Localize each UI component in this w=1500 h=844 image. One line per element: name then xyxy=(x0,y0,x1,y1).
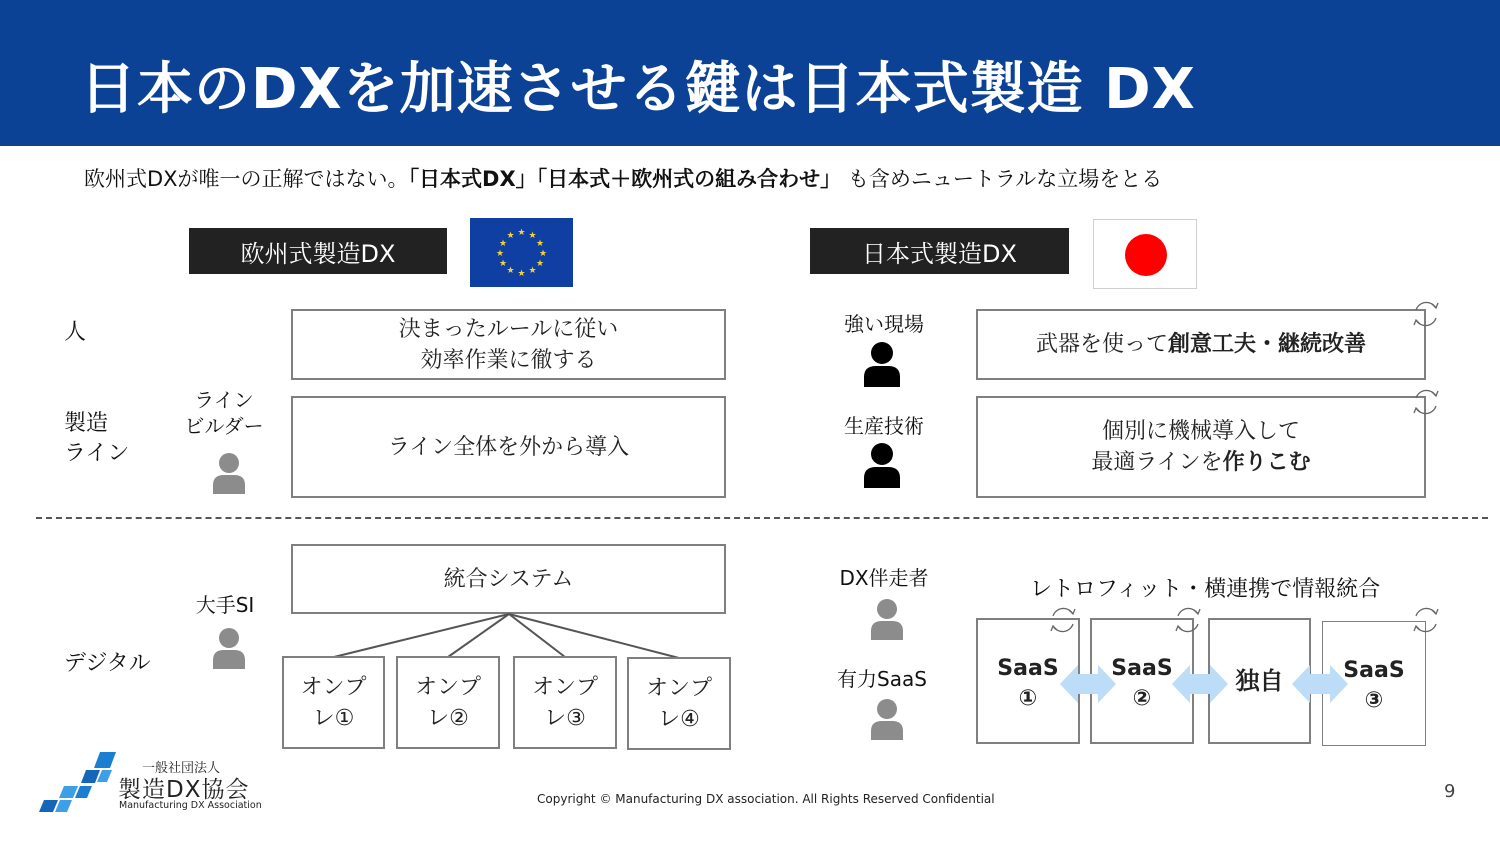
europe-line-text: ライン全体を外から導入 xyxy=(387,434,630,460)
onprem-text: レ④ xyxy=(658,706,700,732)
onprem-text: オンプ xyxy=(300,674,367,700)
dx-companion-label: DX伴走者 xyxy=(839,566,929,590)
onprem-text: レ③ xyxy=(544,705,586,731)
row-label-people: 人 xyxy=(64,320,87,345)
association-logo-icon xyxy=(38,750,118,818)
onprem-text: オンプ xyxy=(531,674,598,700)
svg-text:★: ★ xyxy=(535,239,545,249)
onprem-text: レ① xyxy=(312,705,355,731)
onprem-text: レ② xyxy=(427,705,469,731)
line-builder-label-2: ビルダー xyxy=(184,414,264,438)
integrated-system-text: 統合システム xyxy=(443,566,574,592)
module-text: ③ xyxy=(1364,688,1384,713)
logo-org-english: Manufacturing DX Association xyxy=(119,800,262,811)
row-label-digital: デジタル xyxy=(64,651,151,676)
japan-section-label: 日本式製造DX xyxy=(810,228,1069,274)
major-saas-label: 有力SaaS xyxy=(837,667,927,691)
europe-people-text-1: 決まったルールに従い xyxy=(398,316,619,342)
double-arrow-icon xyxy=(1292,665,1348,703)
svg-text:★: ★ xyxy=(538,249,548,259)
europe-section-label: 欧州式製造DX xyxy=(189,228,447,274)
japan-line-text-2: 最適ラインを xyxy=(1091,450,1223,475)
row-label-line-1: 製造 xyxy=(64,411,109,436)
svg-text:★: ★ xyxy=(517,269,526,279)
onprem-text: オンプ xyxy=(414,674,481,700)
svg-text:★: ★ xyxy=(517,228,526,238)
cycle-icon xyxy=(1047,604,1079,640)
subtitle-part3: も含めニュートラルな立場をとる xyxy=(841,167,1163,191)
major-si-label: 大手SI xyxy=(195,593,255,617)
subtitle-bold: 「日本式DX」「日本式＋欧州式の組み合わせ」 xyxy=(408,167,842,191)
japan-people-text-bold: 創意工夫・継続改善 xyxy=(1168,332,1367,357)
svg-text:★: ★ xyxy=(528,266,537,276)
svg-text:★: ★ xyxy=(506,231,515,241)
production-engineering-label: 生産技術 xyxy=(844,414,924,438)
module-text: SaaS xyxy=(1111,656,1173,681)
japan-line-text-1: 個別に機械導入して xyxy=(1101,419,1300,444)
double-arrow-icon xyxy=(1060,665,1116,703)
copyright-text: Copyright © Manufacturing DX association. All Rights Reserved Confidential xyxy=(537,792,995,806)
europe-people-text-2: 効率作業に徹する xyxy=(420,347,597,373)
cycle-icon xyxy=(1410,604,1442,640)
svg-text:★: ★ xyxy=(506,266,515,276)
retrofit-caption: レトロフィット・横連携で情報統合 xyxy=(1030,577,1381,602)
module-text: ① xyxy=(1018,686,1038,711)
module-text: SaaS xyxy=(997,656,1059,681)
svg-text:★: ★ xyxy=(535,259,545,269)
slide-title: 日本のDXを加速させる鍵は日本式製造 DX xyxy=(80,57,1196,122)
strong-site-label: 強い現場 xyxy=(844,312,924,336)
module-text: 独自 xyxy=(1235,667,1284,695)
double-arrow-icon xyxy=(1172,665,1228,703)
logo-org-type: 一般社団法人 xyxy=(142,761,221,776)
module-text: ② xyxy=(1132,686,1152,711)
page-number: 9 xyxy=(1444,781,1456,802)
line-builder-label-1: ライン xyxy=(194,388,254,412)
row-label-line-2: ライン xyxy=(64,441,130,466)
logo-org-name: 製造DX協会 xyxy=(118,777,250,803)
module-text: SaaS xyxy=(1343,658,1405,683)
svg-text:★: ★ xyxy=(498,239,508,249)
subtitle-part1: 欧州式DXが唯一の正解ではない。 xyxy=(84,167,409,191)
svg-text:★: ★ xyxy=(528,231,537,241)
onprem-text: オンプ xyxy=(645,675,712,701)
svg-text:★: ★ xyxy=(498,259,508,269)
japan-people-text: 武器を使って xyxy=(1035,332,1168,357)
cycle-icon xyxy=(1172,604,1204,640)
svg-text:★: ★ xyxy=(495,249,505,259)
japan-line-text-2-bold: 作りこむ xyxy=(1222,450,1311,475)
